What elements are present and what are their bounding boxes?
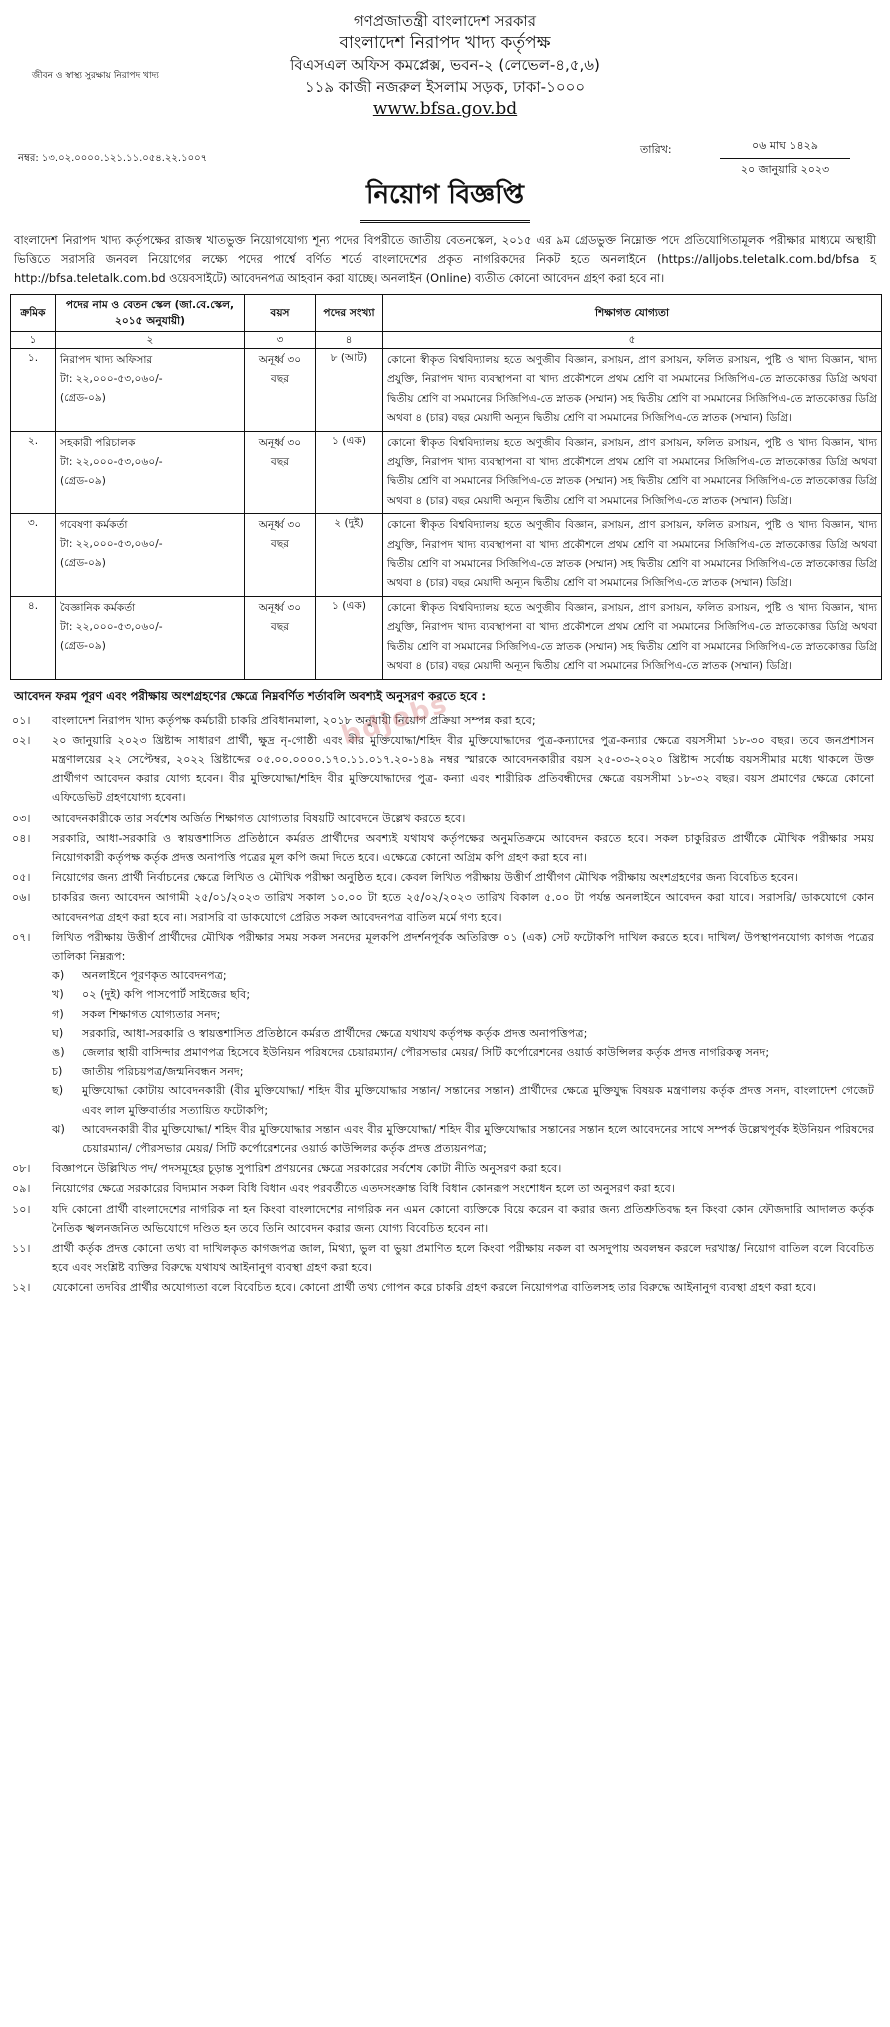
pay-scale: টা: ২২,০০০-৫৩,০৬০/- [60, 373, 163, 385]
condition-item [10, 1278, 880, 1297]
vacancy-table [10, 294, 882, 680]
pay-scale: টা: ২২,০০০-৫৩,০৬০/- [60, 620, 163, 633]
condition-text: বাংলাদেশ নিরাপদ খাদ্য কর্তৃপক্ষ কর্মচারী চাকরি প্রবিধানমালা, ২০১৮ অনুযায়ী নিয়োগ প্রক্রিয়া সম্পন্ন করা হবে; [52, 713, 536, 727]
post-name: সহকারী পরিচালক [60, 436, 136, 449]
document-text: সকল শিক্ষাগত যোগ্যতার সনদ; [82, 1007, 221, 1021]
document-text: আবেদনকারী বীর মুক্তিযোদ্ধা/ শহিদ বীর মুক্তিযোদ্ধার সন্তান এবং বীর মুক্তিযোদ্ধা/ শহিদ বীর মুক্তিযোদ্ধার সন্তানের সন্তান হলে আবেদনের সাথে সম্পর্ক উল্লেখপূর্বক ইউনিয়ন পরিষদের চেয়ারম্যান/ পৌরসভার মেয়র/ সিটি কর্পোরেশনের ওয়ার্ড কাউন্সিলর কর্তৃক প্রদত্ত প্রত্যয়নপত্র; [82, 1122, 874, 1155]
date-bangla: ০৬ মাঘ ১৪২৯ [720, 137, 850, 159]
date-label: তারিখ: [640, 143, 672, 156]
condition-item [10, 928, 880, 1158]
condition-item [10, 809, 880, 828]
row-education: কোনো স্বীকৃত বিশ্ববিদ্যালয় হতে অণুজীব বিজ্ঞান, রসায়ন, প্রাণ রসায়ন, ফলিত রসায়ন, পুষ্টি ও খাদ্য বিজ্ঞান, খাদ্য প্রযুক্তি, নিরাপদ খাদ্য ব্যবস্থাপনা বা খাদ্য প্রকৌশলে প্রথম শ্রেণি বা সমমানের সিজিপিএ-তে স্নাতকোত্তর ডিগ্রি অথবা দ্বিতীয় শ্রেণি বা সমমানের সিজিপিএ-তে স্নাতক (সম্মান) সহ দ্বিতীয় শ্রেণি বা সমমানের সিজিপিএ-তে স্নাতকোত্তর ডিগ্রি অথবা ৪ (চার) বছর মেয়াদী অন্যূন দ্বিতীয় শ্রেণি বা সমমানের সিজিপিএ-তে স্নাতক (সম্মান) ডিগ্রি। [383, 596, 882, 679]
col-number: ২ [56, 332, 245, 349]
row-education: কোনো স্বীকৃত বিশ্ববিদ্যালয় হতে অণুজীব বিজ্ঞান, রসায়ন, প্রাণ রসায়ন, ফলিত রসায়ন, পুষ্টি ও খাদ্য বিজ্ঞান, খাদ্য প্রযুক্তি, নিরাপদ খাদ্য ব্যবস্থাপনা বা খাদ্য প্রকৌশলে প্রথম শ্রেণি বা সমমানের সিজিপিএ-তে স্নাতকোত্তর ডিগ্রি অথবা দ্বিতীয় শ্রেণি বা সমমানের সিজিপিএ-তে স্নাতক (সম্মান) সহ দ্বিতীয় শ্রেণি বা সমমানের সিজিপিএ-তে স্নাতকোত্তর ডিগ্রি অথবা ৪ (চার) বছর মেয়াদী অন্যূন দ্বিতীয় শ্রেণি বা সমমানের সিজিপিএ-তে স্নাতক (সম্মান) ডিগ্রি। [383, 514, 882, 597]
col-number: ৫ [383, 332, 882, 349]
page-title: নিয়োগ বিজ্ঞপ্তি [360, 174, 530, 223]
row-count: ১ (এক) [316, 431, 383, 514]
conditions-list [10, 711, 880, 1298]
document-text: ০২ (দুই) কপি পাসপোর্ট সাইজের ছবি; [82, 988, 251, 1002]
condition-item [10, 829, 880, 867]
row-post-cell [56, 596, 245, 679]
condition-text: বিজ্ঞাপনে উল্লিখিত পদ/ পদসমূহের চূড়ান্ত সুপারিশ প্রণয়নের ক্ষেত্রে সরকারের সর্বশেষ কোটা নীতি অনুসরণ করা হবে। [52, 1162, 562, 1176]
document-item [52, 1024, 874, 1043]
document-text: জাতীয় পরিচয়পত্র/জন্মনিবন্ধন সনদ; [82, 1065, 244, 1079]
column-number-row [11, 332, 882, 349]
document-item [52, 1120, 874, 1158]
table-header-row [11, 295, 882, 332]
row-age: অনূর্ধ্ব ৩০ বছর [245, 431, 316, 514]
document-serial: ছ) [52, 1084, 64, 1098]
condition-text: নিয়োগের ক্ষেত্রে সরকারের বিদ্যমান সকল বিধি বিধান এবং পরবর্তীতে এতদসংক্রান্ত বিধি বিধান কোনরূপ সংশোধন হলে তা অনুসরণ করা হবে। [52, 1182, 675, 1196]
row-education: কোনো স্বীকৃত বিশ্ববিদ্যালয় হতে অণুজীব বিজ্ঞান, রসায়ন, প্রাণ রসায়ন, ফলিত রসায়ন, পুষ্টি ও খাদ্য বিজ্ঞান, খাদ্য প্রযুক্তি, নিরাপদ খাদ্য ব্যবস্থাপনা বা খাদ্য প্রকৌশলে প্রথম শ্রেণি বা সমমানের সিজিপিএ-তে স্নাতকোত্তর ডিগ্রি অথবা দ্বিতীয় শ্রেণি বা সমমানের সিজিপিএ-তে স্নাতক (সম্মান) সহ দ্বিতীয় শ্রেণি বা সমমানের সিজিপিএ-তে স্নাতকোত্তর ডিগ্রি অথবা ৪ (চার) বছর মেয়াদী অন্যূন দ্বিতীয় শ্রেণি বা সমমানের সিজিপিএ-তে স্নাতক (সম্মান) ডিগ্রি। [383, 431, 882, 514]
slogan: জীবন ও স্বাস্থ্য সুরক্ষায় নিরাপদ খাদ্য [32, 71, 159, 81]
condition-item [10, 1200, 880, 1238]
col-number: ১ [11, 332, 56, 349]
document-text: মুক্তিযোদ্ধা কোটায় আবেদনকারী (বীর মুক্তিযোদ্ধা/ শহিদ বীর মুক্তিযোদ্ধার সন্তান/ সন্তানের সন্তান) প্রার্থীদের ক্ষেত্রে মুক্তিযুদ্ধ বিষয়ক মন্ত্রণালয় কর্তৃক প্রদত্ত সনদ, বাংলাদেশ গেজেট এবং লাল মুক্তিবার্তার সত্যায়িত ফটোকপি; [82, 1084, 874, 1117]
col-number: ৩ [245, 332, 316, 349]
website-link[interactable]: www.bfsa.gov.bd [372, 99, 518, 119]
grade: (গ্রেড-০৯) [60, 639, 106, 652]
condition-item [10, 1179, 880, 1198]
condition-number: ০৬। [12, 891, 31, 905]
row-post-cell [56, 349, 245, 432]
row-post-cell [56, 431, 245, 514]
condition-number: ০৮। [12, 1162, 31, 1176]
document-text: জেলার স্থায়ী বাসিন্দার প্রমাণপত্র হিসেবে ইউনিয়ন পরিষদের চেয়ারম্যান/ পৌরসভার মেয়র/ সিটি কর্পোরেশনের ওয়ার্ড কাউন্সিলর কর্তৃক প্রদত্ত নাগরিকত্ব সনদ; [82, 1045, 770, 1059]
row-count: ২ (দুই) [316, 514, 383, 597]
document-serial: ঙ) [52, 1045, 65, 1059]
document-item [52, 1081, 874, 1119]
document-serial: গ) [52, 1007, 64, 1021]
condition-item [10, 1239, 880, 1277]
document-item [52, 1062, 874, 1081]
memo-number: নম্বর: ১৩.০২.০০০০.১২১.১১.০৫৪.২২.১০০৭ [18, 153, 208, 164]
condition-item [10, 888, 880, 926]
letterhead [10, 6, 880, 176]
intro-paragraph: বাংলাদেশ নিরাপদ খাদ্য কর্তৃপক্ষের রাজস্ব খাতভুক্ত নিয়োগযোগ্য শূন্য পদের বিপরীতে জাতীয় বেতনস্কেল, ২০১৫ এর ৯ম গ্রেডভুক্ত নিম্নোক্ত পদে প্রতিযোগিতামূলক পরীক্ষার মাধ্যমে অস্থায়ী ভিত্তিতে সরাসরি জনবল নিয়োগের লক্ষ্যে পদের পার্শ্বে বর্ণিত শর্তে বাংলাদেশের প্রকৃত নাগরিকদের নিকট হতে অনলাইনে (https://alljobs.teletalk.com.bd/bfsa হ http://bfsa.teletalk.com.bd ওয়েবসাইটে) আবেদনপত্র আহবান করা যাচ্ছে। অনলাইন (Online) ব্যতীত কোনো আবেদন গ্রহণ করা হবে না। [14, 233, 876, 285]
condition-number: ০৫। [12, 871, 31, 885]
table-row [11, 514, 882, 597]
condition-number: ১১। [12, 1241, 31, 1255]
header-count: পদের সংখ্যা [316, 295, 383, 332]
document-serial: ঝ) [52, 1122, 65, 1136]
conditions-heading: আবেদন ফরম পূরণ এবং পরীক্ষায় অংশগ্রহণের ক্ষেত্রে নিম্নবর্ণিত শর্তাবলি অবশ্যই অনুসরণ করতে হবে : [14, 688, 486, 703]
authority-name: বাংলাদেশ নিরাপদ খাদ্য কর্তৃপক্ষ [339, 33, 551, 53]
header-education: শিক্ষাগত যোগ্যতা [383, 295, 882, 332]
row-serial: ১. [11, 349, 56, 432]
row-serial: ৩. [11, 514, 56, 597]
table-row [11, 596, 882, 679]
document-item [52, 966, 874, 985]
grade: (গ্রেড-০৯) [60, 474, 106, 487]
document-serial: ঘ) [52, 1026, 64, 1040]
condition-number: ০৭। [12, 930, 31, 944]
condition-text: সরকারি, আধা-সরকারি ও স্বায়ত্তশাসিত প্রতিষ্ঠানে কর্মরত প্রার্থীদের অবশ্যই যথাযথ কর্তৃপক্ষের অনুমতিক্রমে আবেদন করতে হবে। সকল চাকুরিরত প্রার্থীকে মৌখিক পরীক্ষার সময় নিয়োগকারী কর্তৃপক্ষ কর্তৃক প্রদত্ত অনাপত্তি পত্রের মূল কপি জমা দিতে হবে। এক্ষেত্রে কোনো অগ্রিম কপি গ্রহণ করা হবে না। [52, 831, 874, 864]
document-serial: ক) [52, 969, 65, 983]
government-name: গণপ্রজাতন্ত্রী বাংলাদেশ সরকার [353, 12, 537, 30]
condition-text: নিয়োগের জন্য প্রার্থী নির্বাচনের ক্ষেত্রে লিখিত ও মৌখিক পরীক্ষা অনুষ্ঠিত হবে। কেবল লিখিত পরীক্ষায় উত্তীর্ণ প্রার্থীগণ মৌখিক পরীক্ষায় অংশগ্রহণের জন্য বিবেচিত হবেন। [52, 871, 799, 885]
row-post-cell [56, 514, 245, 597]
condition-text: ২০ জানুয়ারি ২০২৩ খ্রিষ্টাব্দ সাধারণ প্রার্থী, ক্ষুদ্র নৃ-গোষ্ঠী এবং বীর মুক্তিযোদ্ধা/শহিদ বীর মুক্তিযোদ্ধাদের পুত্র-কন্যাদের পুত্র-কন্যার ক্ষেত্রে বয়সসীমা ১৮-৩০ বছর। তবে জনপ্রশাসন মন্ত্রণালয়ের ২২ সেপ্টেম্বর, ২০২২ খ্রিষ্টাব্দের ০৫.০০.০০০০.১৭০.১১.০১৭.২০-১৪৯ নম্বর স্মারকে আবেদনকারীর বয়স ২৫-০৩-২০২০ খ্রিষ্টাব্দ সর্বোচ্চ বয়সসীমার মধ্যে থাকলে উক্ত প্রার্থীগণ আবেদন করার যোগ্য হবেন। বীর মুক্তিযোদ্ধা/শহিদ বীর মুক্তিযোদ্ধাদের পুত্র- কন্যা এবং শারীরিক প্রতিবন্ধীদের ক্ষেত্রে বয়সসীমা ১৮-৩২ বছর। বয়স প্রমাণের ক্ষেত্রে কোনো এফিডেভিট গ্রহণযোগ্য হবেনা। [52, 733, 874, 805]
condition-number: ১০। [12, 1202, 31, 1216]
condition-number: ০৯। [12, 1182, 31, 1196]
row-count: ১ (এক) [316, 596, 383, 679]
condition-text: লিখিত পরীক্ষায় উত্তীর্ণ প্রার্থীদের মৌখিক পরীক্ষার সময় সকল সনদের মূলকপি প্রদর্শনপূর্বক অতিরিক্ত ০১ (এক) সেট ফটোকপি দাখিল করতে হবে। দাখিল/ উপস্থাপনযোগ্য কাগজ পত্রের তালিকা নিম্নরূপ: [52, 930, 874, 963]
condition-item [10, 1159, 880, 1178]
document-item [52, 1043, 874, 1062]
post-name: নিরাপদ খাদ্য অফিসার [60, 354, 153, 366]
col-number: ৪ [316, 332, 383, 349]
row-serial: ৪. [11, 596, 56, 679]
row-age: অনূর্ধ্ব ৩০ বছর [245, 596, 316, 679]
row-age: অনূর্ধ্ব ৩০ বছর [245, 349, 316, 432]
condition-body [52, 928, 880, 1158]
document-text: অনলাইনে পূরণকৃত আবেদনপত্র; [82, 969, 227, 983]
post-name: বৈজ্ঞানিক কর্মকর্তা [60, 601, 136, 614]
condition-text: যেকোনো তদবির প্রার্থীর অযোগ্যতা বলে বিবেচিত হবে। কোনো প্রার্থী তথ্য গোপন করে চাকরি গ্রহণ করলে নিয়োগপত্র বাতিলসহ তার বিরুদ্ধে আইনানুগ ব্যবস্থা গ্রহণ করা হবে। [52, 1281, 816, 1295]
grade: (গ্রেড-০৯) [60, 557, 106, 570]
row-serial: ২. [11, 431, 56, 514]
condition-text: প্রার্থী কর্তৃক প্রদত্ত কোনো তথ্য বা দাখিলকৃত কাগজপত্র জাল, মিথ্যা, ভুল বা ভুয়া প্রমাণিত হলে কিংবা পরীক্ষায় নকল বা অসদুপায় অবলম্বন করলে দরখাস্ত/ নিয়োগ বাতিল বলে বিবেচিত হবে এবং সংশ্লিষ্ট ব্যক্তির বিরুদ্ধে যথাযথ আইনানুগ ব্যবস্থা গ্রহণ করা হবে। [52, 1241, 874, 1275]
document-item [52, 1005, 874, 1024]
condition-text: আবেদনকারীকে তার সর্বশেষ অর্জিত শিক্ষাগত যোগ্যতার বিষয়টি আবেদনে উল্লেখ করতে হবে। [52, 811, 466, 825]
condition-number: ১২। [12, 1281, 31, 1295]
document-serial: খ) [52, 988, 64, 1002]
row-age: অনূর্ধ্ব ৩০ বছর [245, 514, 316, 597]
header-post: পদের নাম ও বেতন স্কেল (জা.বে.স্কেল, ২০১৫ অনুযায়ী) [56, 295, 245, 332]
row-education: কোনো স্বীকৃত বিশ্ববিদ্যালয় হতে অণুজীব বিজ্ঞান, রসায়ন, প্রাণ রসায়ন, ফলিত রসায়ন, পুষ্টি ও খাদ্য বিজ্ঞান, খাদ্য প্রযুক্তি, নিরাপদ খাদ্য ব্যবস্থাপনা বা খাদ্য প্রকৌশলে প্রথম শ্রেণি বা সমমানের সিজিপিএ-তে স্নাতকোত্তর ডিগ্রি অথবা দ্বিতীয় শ্রেণি বা সমমানের সিজিপিএ-তে স্নাতক (সম্মান) সহ দ্বিতীয় শ্রেণি বা সমমানের সিজিপিএ-তে স্নাতকোত্তর ডিগ্রি অথবা ৪ (চার) বছর মেয়াদী অন্যূন দ্বিতীয় শ্রেণি বা সমমানের সিজিপিএ-তে স্নাতক (সম্মান) ডিগ্রি। [383, 349, 882, 432]
document-serial: চ) [52, 1065, 63, 1079]
watermark-text: bdjobs [338, 688, 453, 752]
address-line-1: বিএসএল অফিস কমপ্লেক্স, ভবন-২ (লেভেল-৪,৫,৬) [290, 56, 600, 74]
table-row [11, 349, 882, 432]
pay-scale: টা: ২২,০০০-৫৩,০৬০/- [60, 538, 163, 551]
title-wrap [10, 174, 880, 223]
office-address-block [10, 10, 880, 120]
document-item [52, 985, 874, 1004]
condition-text: চাকরির জন্য আবেদন আগামী ২৫/০১/২০২৩ তারিখ সকাল ১০.০০ টা হতে ২৫/০২/২০২৩ তারিখ বিকাল ৫.০০ টা পর্যন্ত অনলাইনে আবেদন করা যাবে। সরাসরি/ ডাকযোগে কোন আবেদনপত্র গ্রহণ করা হবে না। সরাসরি বা ডাকযোগে প্রেরিত সকল আবেদনপত্র বাতিল মর্মে গণ্য হবে। [52, 891, 874, 924]
header-age: বয়স [245, 295, 316, 332]
table-row [11, 431, 882, 514]
condition-item [10, 731, 880, 808]
condition-number: ০২। [12, 733, 31, 747]
date-english: ২০ জানুয়ারি ২০২৩ [740, 163, 830, 176]
pay-scale: টা: ২২,০০০-৫৩,০৬০/- [60, 455, 163, 468]
condition-number: ০১। [12, 713, 31, 727]
header-serial: ক্রমিক [11, 295, 56, 332]
condition-number: ০৩। [12, 811, 31, 825]
document-text: সরকারি, আধা-সরকারি ও স্বায়ত্তশাসিত প্রতিষ্ঠানে কর্মরত প্রার্থীদের ক্ষেত্রে যথাযথ কর্তৃপক্ষ কর্তৃক প্রদত্ত অনাপত্তিপত্র; [82, 1026, 588, 1040]
grade: (গ্রেড-০৯) [60, 392, 106, 404]
address-line-2: ১১৯ কাজী নজরুল ইসলাম সড়ক, ঢাকা-১০০০ [304, 78, 586, 96]
condition-text: যদি কোনো প্রার্থী বাংলাদেশের নাগরিক না হন কিংবা বাংলাদেশের নাগরিক নন এমন কোনো ব্যক্তিকে বিয়ে করেন বা করার জন্য প্রতিশ্রুতিবদ্ধ হন কিংবা কোন ফৌজদারি আদালত কর্তৃক নৈতিক স্খলনজনিত অভিযোগে দণ্ডিত হন তবে তিনি আবেদন করার জন্য যোগ্য বিবেচিত হবেন না। [52, 1202, 874, 1235]
condition-item [10, 868, 880, 887]
row-count: ৮ (আট) [316, 349, 383, 432]
post-name: গবেষণা কর্মকর্তা [60, 519, 128, 532]
condition-number: ০৪। [12, 831, 31, 845]
